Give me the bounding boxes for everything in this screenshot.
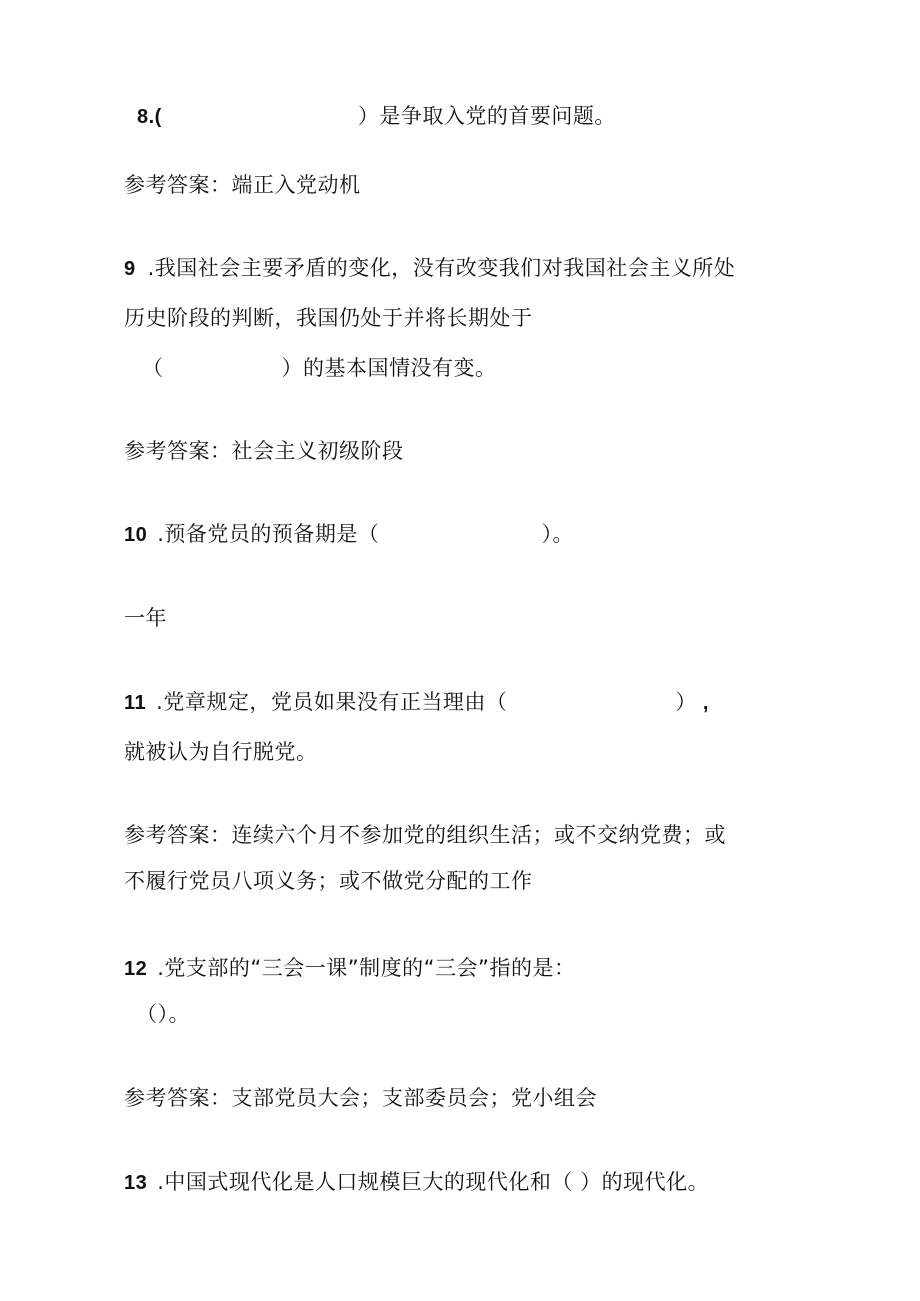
question-10: [124, 519, 574, 550]
question-8-text: ）是争取入党的首要问题。: [357, 104, 616, 128]
question-12-answer: 参考答案：支部党员大会；支部委员会；党小组会: [124, 1086, 597, 1110]
question-9-open-paren: （: [142, 356, 164, 380]
question-11-line-2: 就被认为自行脱党。: [124, 740, 318, 764]
question-11-text-before: .党章规定，党员如果没有正当理由（: [156, 690, 508, 714]
question-11-answer-2: 不履行党员八项义务；或不做党分配的工作: [124, 869, 533, 893]
question-13: [124, 1167, 709, 1198]
question-10-answer: 一年: [124, 606, 167, 630]
question-9-line-3: [142, 353, 497, 383]
question-9-number: 9: [124, 258, 136, 280]
question-12-line-1: [124, 953, 575, 984]
question-12-text-1: .党支部的“三会一课”制度的“三会”指的是：: [157, 956, 576, 980]
question-11-answer-1: 参考答案：连续六个月不参加党的组织生活；或不交纳党费；或: [124, 823, 726, 847]
question-13-number: 13: [124, 1172, 148, 1194]
question-11-close-paren: ）: [675, 690, 697, 714]
question-8: [137, 101, 616, 132]
question-9-text-1: .我国社会主要矛盾的变化，没有改变我们对我国社会主义所处: [147, 256, 736, 280]
question-10-text-after: ）。: [541, 522, 574, 546]
question-11-line-1: [124, 687, 709, 718]
question-10-number: 10: [124, 524, 148, 546]
question-8-answer: 参考答案：端正入党动机: [124, 173, 361, 197]
question-9-answer: 参考答案：社会主义初级阶段: [124, 439, 404, 463]
question-12-line-2: （）。: [136, 1002, 190, 1026]
question-12-number: 12: [124, 958, 148, 980]
question-13-text: .中国式现代化是人口规模巨大的现代化和（ ）的现代化。: [157, 1170, 710, 1194]
question-8-number: 8.(: [137, 106, 162, 128]
question-10-text-before: .预备党员的预备期是（: [157, 522, 380, 546]
question-11-comma: ,: [702, 692, 709, 714]
question-11-number: 11: [124, 692, 147, 714]
question-9-line-2: 历史阶段的判断，我国仍处于并将长期处于: [124, 306, 533, 330]
question-9-line-1: [124, 253, 735, 284]
question-9-text-3: ）的基本国情没有变。: [281, 356, 497, 380]
